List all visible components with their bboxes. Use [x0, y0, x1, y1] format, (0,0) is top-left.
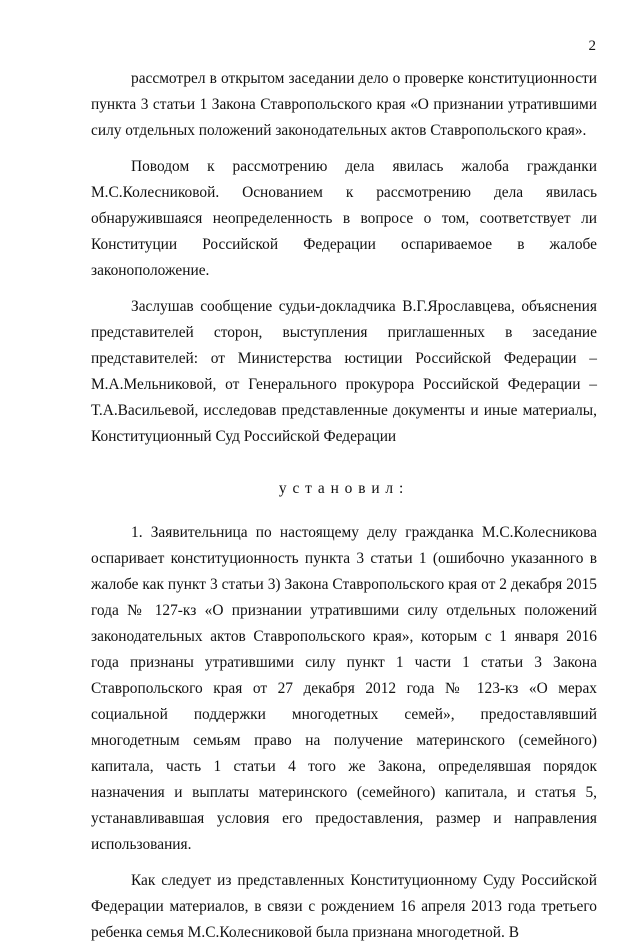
document-body — [91, 66, 597, 946]
paragraph-case-subject: рассмотрел в открытом заседании дело о проверке конституционности пункта 3 статьи 1 Закона Ставропольского края «О признании утратившими силу отдельных положений законодательных актов Ставропольского края». — [91, 70, 597, 139]
paragraph-hearing: Заслушав сообщение судьи-докладчика В.Г.Ярославцева, объяснения представителей сторон, выступления приглашенных в заседание представителей: от Министерства юстиции Российской Федерации – М.А.Мельниковой, от Генерального прокурора Российской Федерации – Т.А.Васильевой, исследовав представленные документы и иные материалы, Конституционный Суд Российской Федерации — [91, 298, 597, 445]
paragraph-grounds: Поводом к рассмотрению дела явилась жалоба гражданки М.С.Колесниковой. Основанием к рассмотрению дела явилась обнаружившаяся неопределенность в вопросе о том, соответствует ли Конституции Российской Федерации оспариваемое в жалобе законоположение. — [91, 158, 597, 279]
paragraph-materials: Как следует из представленных Конституционному Суду Российской Федерации материалов, в связи с рождением 16 апреля 2013 года третьего ребенка семья М.С.Колесниковой была признана многодетной. В — [91, 872, 597, 941]
page-number: 2 — [588, 38, 596, 54]
section-heading: установил: — [278, 480, 410, 497]
paragraph-complaint: 1. Заявительница по настоящему делу гражданка М.С.Колесникова оспаривает конституционность пункта 3 статьи 1 (ошибочно указанного в жалобе как пункт 3 статьи 3) Закона Ставропольского края от 2 декабря 2015 года № 127-кз «О признании утратившими силу отдельных положений законодательных актов Ставропольского края», которым с 1 января 2016 года признаны утратившими силу пункт 1 части 1 статьи 3 Закона Ставропольского края от 27 декабря 2012 года № 123-кз «О мерах социальной поддержки многодетных семей», предоставлявший многодетным семьям право на получение материнского (семейного) капитала, часть 1 статьи 4 того же Закона, определявшая порядок назначения и выплаты материнского (семейного) капитала, и статья 5, устанавливавшая условия его предоставления, размер и направления использования. — [91, 524, 597, 853]
